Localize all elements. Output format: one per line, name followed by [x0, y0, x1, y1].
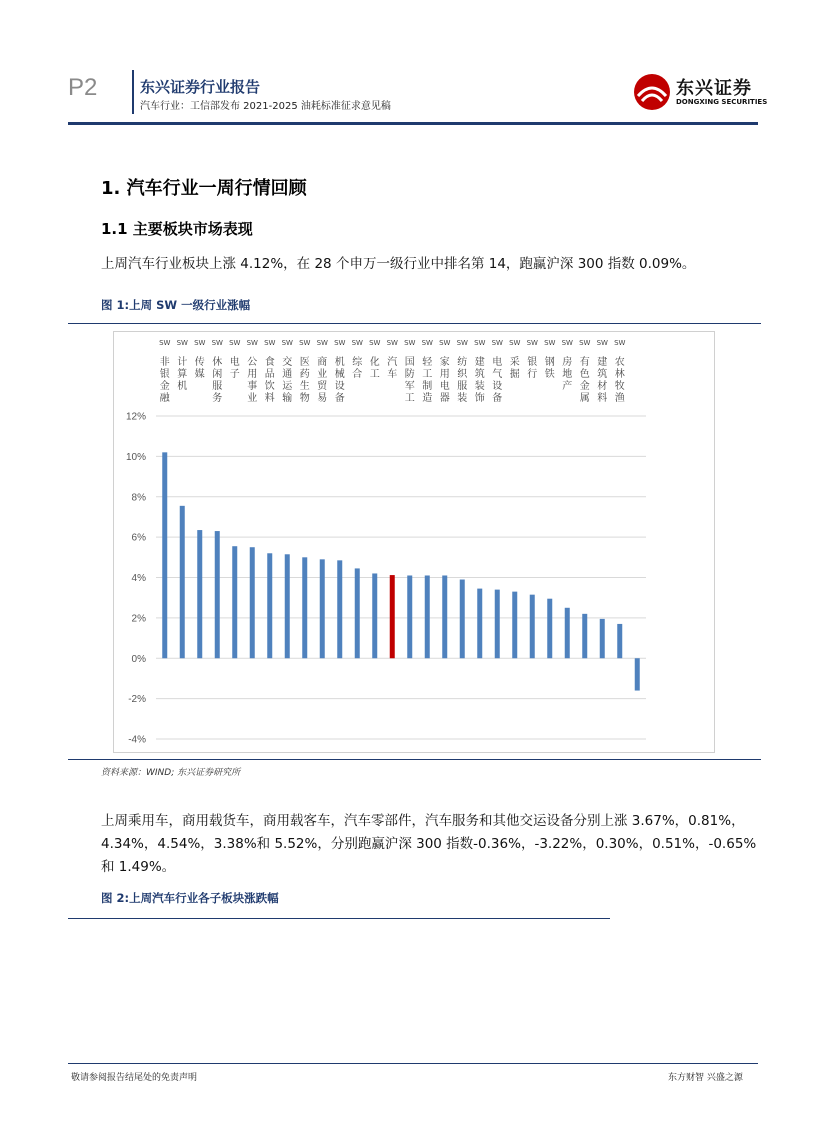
- bar-7: [285, 554, 290, 658]
- category-label: SW 建筑材料: [596, 339, 608, 404]
- section-heading: 1. 汽车行业一周行情回顾: [101, 178, 307, 199]
- y-tick-label: 10%: [125, 451, 146, 463]
- bar-16: [442, 575, 447, 658]
- y-tick-label: -4%: [128, 734, 146, 746]
- category-label: SW 国防军工: [404, 339, 416, 404]
- subsection-heading: 1.1 主要板块市场表现: [101, 220, 253, 238]
- y-tick-label: 6%: [131, 532, 146, 544]
- bar-9: [320, 559, 325, 658]
- bar-27: [635, 658, 640, 690]
- bar-0: [162, 452, 167, 658]
- bar-26: [617, 624, 622, 658]
- logo-english: DONGXING SECURITIES: [676, 98, 768, 106]
- category-label: SW 传媒: [194, 339, 206, 380]
- category-label: SW 食品饮料: [264, 339, 276, 404]
- y-tick-label: 8%: [131, 492, 146, 504]
- bar-21: [530, 595, 535, 659]
- figure1-caption: 图 1:上周 SW 一级行业涨幅: [101, 298, 251, 312]
- bar-10: [337, 560, 342, 658]
- footer-rule: [68, 1063, 758, 1064]
- figure2-caption: 图 2:上周汽车行业各子板块涨跌幅: [101, 891, 279, 905]
- bar-15: [425, 575, 430, 658]
- bar-8: [302, 557, 307, 658]
- category-label: SW 家用电器: [439, 339, 451, 404]
- bar-1: [180, 506, 185, 658]
- category-label: SW 有色金属: [579, 339, 591, 404]
- bar-20: [512, 592, 517, 659]
- page-label: P2: [68, 74, 98, 101]
- industry-gain-chart: [113, 331, 715, 753]
- category-label: SW 纺织服装: [456, 339, 468, 404]
- category-label: SW 医药生物: [299, 339, 311, 404]
- y-tick-label: -2%: [128, 694, 146, 706]
- category-label: SW 电气设备: [491, 339, 503, 404]
- category-label: SW 计算机: [176, 339, 188, 392]
- report-title: 东兴证券行业报告: [140, 78, 261, 96]
- bar-19: [495, 590, 500, 659]
- bar-11: [355, 568, 360, 658]
- bar-12: [372, 573, 377, 658]
- figure1-top-rule: [68, 323, 761, 324]
- category-label: SW 采掘: [509, 339, 521, 380]
- y-tick-label: 2%: [131, 613, 146, 625]
- bar-3: [215, 531, 220, 658]
- category-label: SW 电子: [229, 339, 241, 380]
- bar-6: [267, 553, 272, 658]
- header-rule: [68, 122, 758, 125]
- bar-22: [547, 599, 552, 659]
- bar-24: [582, 614, 587, 658]
- category-label: SW 汽车: [386, 339, 398, 380]
- bar-25: [600, 619, 605, 658]
- bar-4: [232, 546, 237, 658]
- category-label: SW 农林牧渔: [614, 339, 626, 404]
- bar-18: [477, 589, 482, 659]
- bar-17: [460, 580, 465, 659]
- category-label: SW 轻工制造: [421, 339, 433, 404]
- bar-23: [565, 608, 570, 658]
- category-label: SW 非银金融: [159, 339, 171, 404]
- figure1-bottom-rule: [68, 759, 761, 760]
- category-label: SW 交通运输: [281, 339, 293, 404]
- footer-disclaimer: 敬请参阅报告结尾处的免责声明: [71, 1073, 198, 1083]
- category-label: SW 建筑装饰: [474, 339, 486, 404]
- paragraph-subsectors: 上周乘用车，商用载货车，商用载客车，汽车零部件，汽车服务和其他交运设备分别上涨 3.67%，0.81%，4.34%，4.54%，3.38%和 5.52%，分别跑赢沪深 300 指数-0.36%，-3.22%，0.30%，0.51%，-0.65%和 1.49%。: [101, 813, 757, 875]
- category-label: SW 综合: [351, 339, 363, 380]
- category-label: SW 机械设备: [334, 339, 346, 404]
- header-divider: [132, 70, 134, 114]
- y-tick-label: 0%: [131, 653, 146, 665]
- report-subtitle: 汽车行业：工信部发布 2021-2025 油耗标准征求意见稿: [140, 101, 391, 112]
- y-tick-label: 12%: [125, 411, 146, 423]
- footer-slogan: 东方财智 兴盛之源: [668, 1073, 743, 1083]
- category-label: SW 钢铁: [544, 339, 556, 380]
- category-label: SW 商业贸易: [316, 339, 328, 404]
- paragraph-summary: 上周汽车行业板块上涨 4.12%，在 28 个申万一级行业中排名第 14，跑赢沪深 300 指数 0.09%。: [101, 256, 696, 272]
- category-label: SW 化工: [369, 339, 381, 380]
- bar-2: [197, 530, 202, 658]
- category-label: SW 房地产: [561, 339, 573, 392]
- y-tick-label: 4%: [131, 573, 146, 584]
- bar-13: [390, 575, 395, 658]
- category-label: SW 银行: [526, 339, 538, 380]
- figure1-source: 资料来源：WIND; 东兴证券研究所: [101, 768, 241, 778]
- logo-text: 东兴证券: [676, 78, 752, 99]
- category-label: SW 休闲服务: [211, 339, 223, 404]
- bar-14: [407, 575, 412, 658]
- category-label: SW 公用事业: [246, 339, 258, 404]
- bar-5: [250, 547, 255, 658]
- figure2-top-rule: [68, 918, 610, 919]
